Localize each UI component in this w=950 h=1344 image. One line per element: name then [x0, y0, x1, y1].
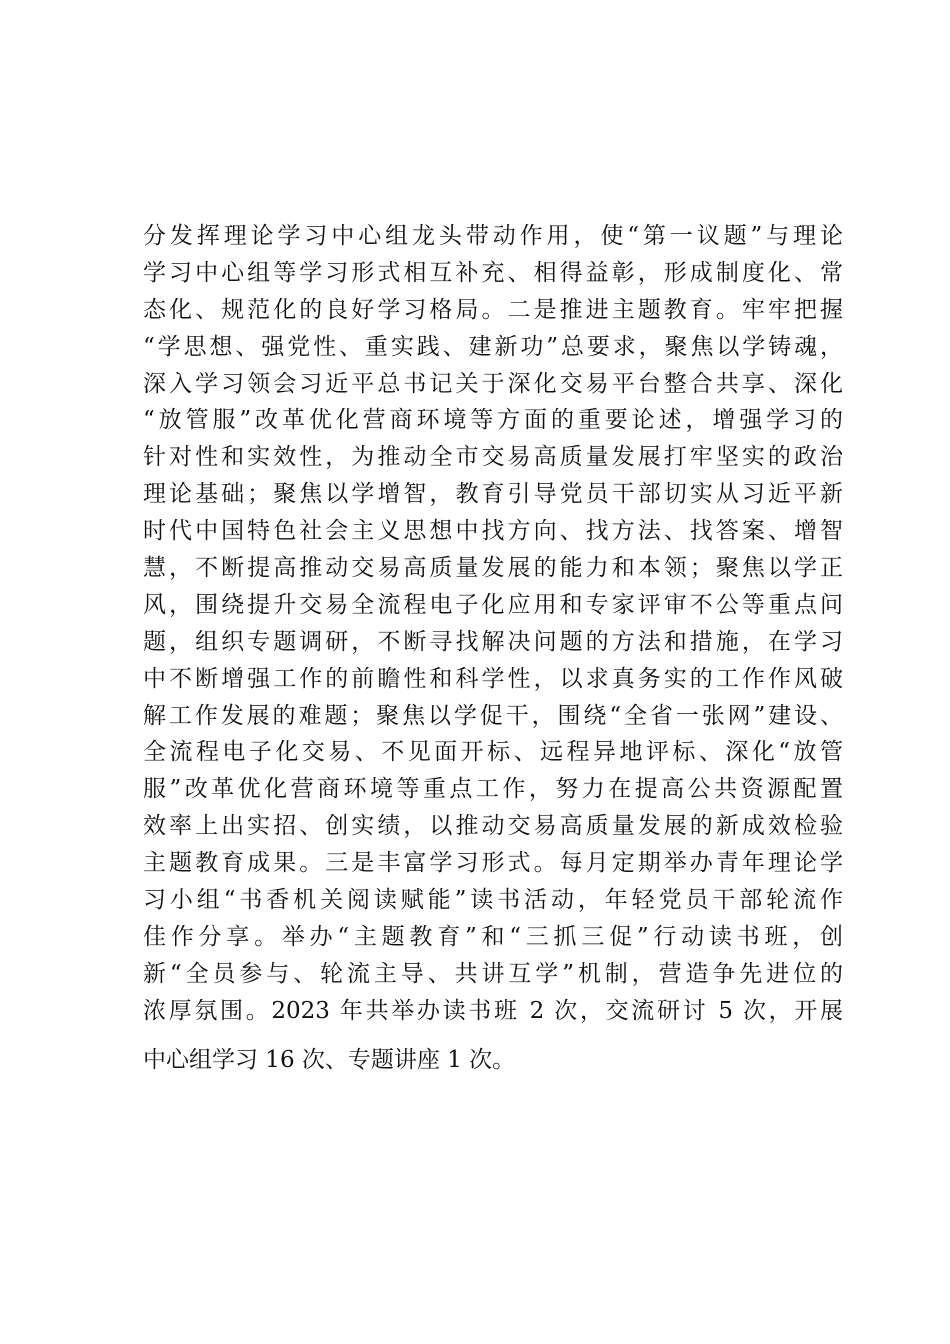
text-line: 中不断增强工作的前瞻性和科学性，以求真务实的工作作风破 — [143, 665, 843, 692]
text-line: 新“全员参与、轮流主导、共讲互学”机制，营造争先进位的 — [143, 960, 843, 987]
text-line: 针对性和实效性，为推动全市交易高质量发展打牢坚实的政治 — [143, 444, 843, 471]
text-line: 风，围绕提升交易全流程电子化应用和专家评审不公等重点问 — [143, 591, 843, 618]
text-line: 主题教育成果。三是丰富学习形式。每月定期举办青年理论学 — [143, 850, 843, 877]
text-line: 学习中心组等学习形式相互补充、相得益彰，形成制度化、常 — [143, 259, 843, 286]
text-line: 佳作分享。举办“主题教育”和“三抓三促”行动读书班，创 — [143, 923, 843, 950]
body-paragraph — [143, 218, 843, 1078]
text-line: 态化、规范化的良好学习格局。二是推进主题教育。牢牢把握 — [143, 296, 843, 323]
text-line: “放管服”改革优化营商环境等方面的重要论述，增强学习的 — [143, 407, 843, 434]
text-line: 理论基础；聚焦以学增智，教育引导党员干部切实从习近平新 — [143, 481, 843, 508]
text-line: 题，组织专题调研，不断寻找解决问题的方法和措施，在学习 — [143, 628, 843, 655]
text-line: 全流程电子化交易、不见面开标、远程异地评标、深化“放管 — [143, 739, 843, 766]
text-line-last: 中心组学习 16 次、专题讲座 1 次。 — [143, 1046, 516, 1073]
text-line: 习小组“书香机关阅读赋能”读书活动，年轻党员干部轮流作 — [143, 887, 843, 914]
text-line: 慧，不断提高推动交易高质量发展的能力和本领；聚焦以学正 — [143, 555, 843, 582]
text-line: 深入学习领会习近平总书记关于深化交易平台整合共享、深化 — [143, 370, 843, 397]
text-line: 解工作发展的难题；聚焦以学促干，围绕“全省一张网”建设、 — [143, 702, 843, 729]
text-line: 分发挥理论学习中心组龙头带动作用，使“第一议题”与理论 — [143, 223, 843, 249]
text-line: 时代中国特色社会主义思想中找方向、找方法、找答案、增智 — [143, 518, 843, 545]
text-line: 效率上出实招、创实绩，以推动交易高质量发展的新成效检验 — [143, 813, 843, 840]
text-line: 浓厚氛围。2023 年共举办读书班 2 次，交流研讨 5 次，开展 — [143, 997, 843, 1024]
text-line: 服”改革优化营商环境等重点工作，努力在提高公共资源配置 — [143, 776, 843, 803]
text-line: “学思想、强党性、重实践、建新功”总要求，聚焦以学铸魂， — [143, 333, 843, 360]
